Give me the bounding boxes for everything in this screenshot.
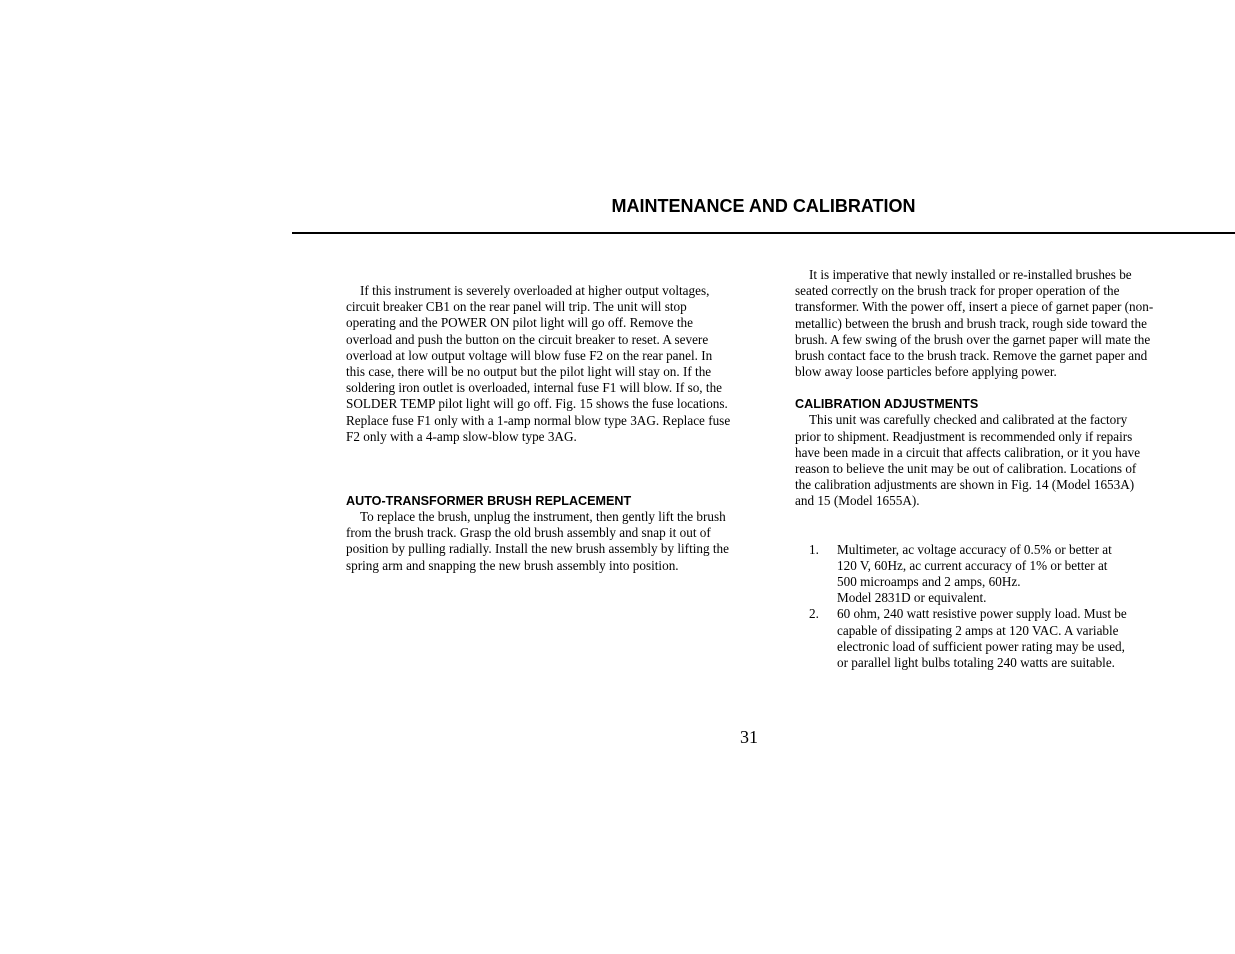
overload-paragraph: If this instrument is severely overloaded at higher output voltages, circuit breaker CB1 on the rear panel will trip. The unit will stop operating and the POWER ON pilot light will go off. Remove the overload and push the button on the circuit breaker to reset. A severe overload at low output voltage will blow fuse F2 on the rear panel. In this case, there will be no output but the pilot light will stay on. If the soldering iron outlet is overloaded, internal fuse F1 will blow. If so, the SOLDER TEMP pilot light will go off. Fig. 15 shows the fuse locations. Replace fuse F1 only with a 1-amp normal blow type 3AG. Replace fuse F2 only with a 4-amp slow-blow type 3AG. (346, 283, 731, 444)
list-item-line: 60 ohm, 240 watt resistive power supply load. Must be (837, 606, 1127, 622)
list-item-line: 500 microamps and 2 amps, 60Hz. (837, 574, 1021, 590)
list-item-line: Multimeter, ac voltage accuracy of 0.5% or better at (837, 541, 1112, 557)
list-item-number: 1. (809, 541, 819, 557)
page-title: MAINTENANCE AND CALIBRATION (611, 196, 916, 216)
list-item (795, 606, 1155, 671)
list-item-line: or parallel light bulbs totaling 240 watts are suitable. (837, 655, 1115, 671)
list-item-line: capable of dissipating 2 amps at 120 VAC. A variable (837, 622, 1119, 638)
list-item-line: Model 2831D or equivalent. (837, 590, 987, 606)
brush-replacement-heading: AUTO-TRANSFORMER BRUSH REPLACEMENT (346, 494, 632, 509)
calibration-paragraph: This unit was carefully checked and calibrated at the factory prior to shipment. Readjustment is recommended only if repairs have been made in a circuit that affects calibration, or it you have reason to believe the unit may be out of calibration. Locations of the calibration adjustments are shown in Fig. 14 (Model 1653A) and 15 (Model 1655A). (795, 412, 1141, 509)
equipment-list (795, 542, 1155, 672)
calibration-heading: CALIBRATION ADJUSTMENTS (795, 397, 979, 412)
right-column (795, 267, 1155, 671)
list-item (795, 542, 1155, 607)
list-item-number: 2. (809, 606, 819, 622)
title-divider (292, 232, 1235, 234)
page-number: 31 (740, 727, 758, 747)
brush-replacement-paragraph: To replace the brush, unplug the instrument, then gently lift the brush from the brush track. Grasp the old brush assembly and snap it out of position by pulling radially. Install the new brush assembly by lifting the spring arm and snapping the new brush assembly into position. (346, 509, 729, 573)
list-item-line: electronic load of sufficient power rating may be used, (837, 638, 1125, 654)
brush-seating-paragraph: It is imperative that newly installed or re-installed brushes be seated correctly on the brush track for proper operation of the transformer. With the power off, insert a piece of garnet paper (non-metallic) between the brush and brush track, rough side toward the brush. A few swing of the brush over the garnet paper will mate the brush contact face to the brush track. Remove the garnet paper and blow away loose particles before applying power. (795, 267, 1154, 380)
list-item-line: 120 V, 60Hz, ac current accuracy of 1% or better at (837, 557, 1108, 573)
left-column (346, 283, 734, 574)
